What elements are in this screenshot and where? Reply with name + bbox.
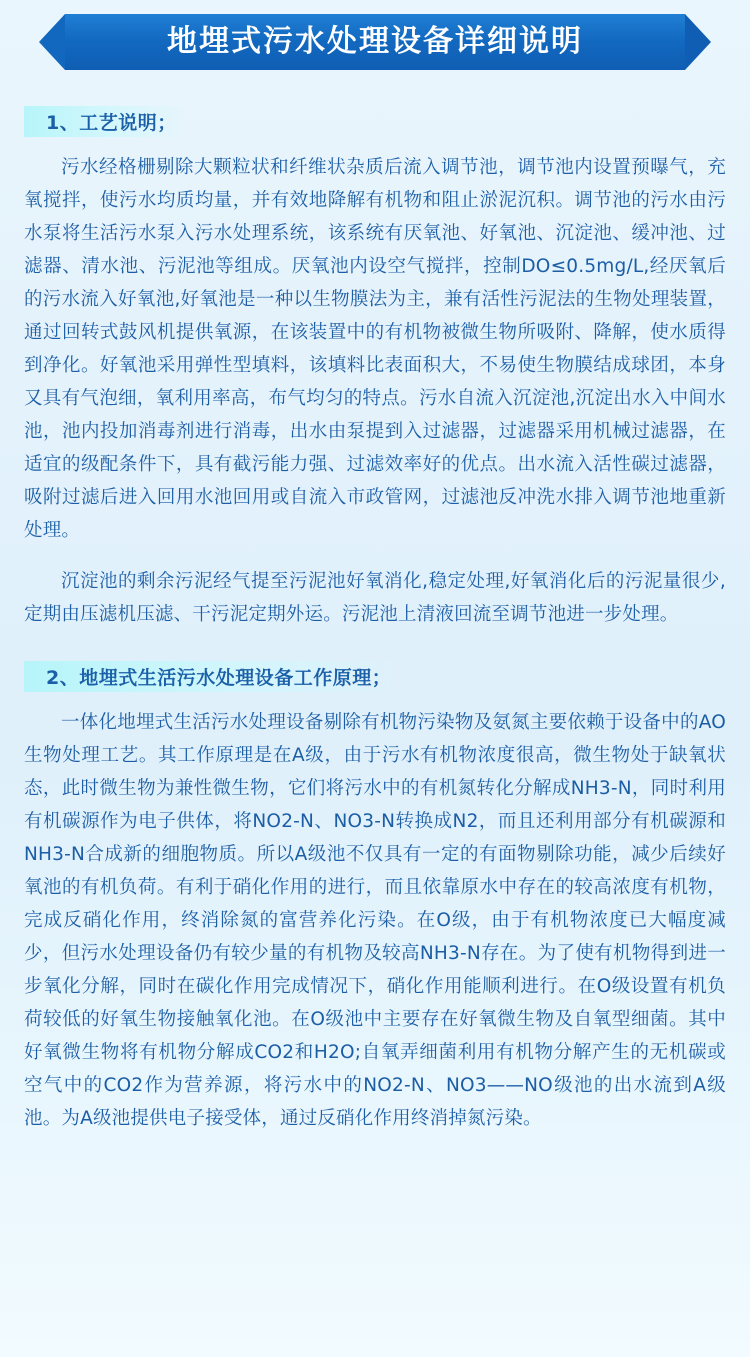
paragraph-2-1: 一体化地埋式生活污水处理设备剔除有机物污染物及氨氮主要依赖于设备中的AO生物处理工艺。其工作原理是在A级，由于污水有机物浓度很高，微生物处于缺氧状态，此时微生物为兼性微生物，它们将污水中的有机氮转化分解成NH3-N，同时利用有机碳源作为电子供体，将NO2-N、NO3-N转换成N2，而且还利用部分有机碳源和NH3-N合成新的细胞物质。所以A级池不仅具有一定的有面物剔除功能，减少后续好氧池的有机负荷。有利于硝化作用的进行，而且依靠原水中存在的较高浓度有机物，完成反硝化作用，终消除氮的富营养化污染。在O级，由于有机物浓度已大幅度减少，但污水处理设备仍有较少量的有机物及较高NH3-N存在。为了使有机物得到进一步氧化分解，同时在碳化作用完成情况下，硝化作用能顺利进行。在O级设置有机负荷较低的好氧生物接触氧化池。在O级池中主要存在好氧微生物及自氧型细菌。其中好氧微生物将有机物分解成CO2和H2O;自氧弄细菌利用有机物分解产生的无机碳或空气中的CO2作为营养源，将污水中的NO2-N、NO3——NO级池的出水流到A级池。为A级池提供电子接受体，通过反硝化作用终消掉氮污染。 [24, 712, 726, 1129]
section-heading-1: 1、工艺说明； [24, 106, 187, 137]
paragraph-1-2: 沉淀池的剩余污泥经气提至污泥池好氧消化,稳定处理,好氧消化后的污泥量很少,定期由压滤机压滤、干污泥定期外运。污泥池上清液回流至调节池进一步处理。 [24, 571, 726, 625]
section-heading-2: 2、地埋式生活污水处理设备工作原理； [24, 661, 401, 692]
section-process-description [24, 106, 726, 631]
document-content [0, 70, 750, 1135]
header-banner-wrap [0, 0, 750, 70]
paragraph-1-1: 污水经格栅剔除大颗粒状和纤维状杂质后流入调节池，调节池内设置预曝气，充氧搅拌，使污水均质均量，并有效地降解有机物和阻止淤泥沉积。调节池的污水由污水泵将生活污水泵入污水处理系统，该系统有厌氧池、好氧池、沉淀池、缓冲池、过滤器、清水池、污泥池等组成。厌氧池内设空气搅拌，控制DO≤0.5mg/L,经厌氧后的污水流入好氧池,好氧池是一种以生物膜法为主，兼有活性污泥法的生物处理装置，通过回转式鼓风机提供氧源，在该装置中的有机物被微生物所吸附、降解，使水质得到净化。好氧池采用弹性型填料，该填料比表面积大，不易使生物膜结成球团，本身又具有气泡细，氧利用率高，布气均匀的特点。污水自流入沉淀池,沉淀出水入中间水池，池内投加消毒剂进行消毒，出水由泵提到入过滤器，过滤器采用机械过滤器，在适宜的级配条件下，具有截污能力强、过滤效率好的优点。出水流入活性碳过滤器，吸附过滤后进入回用水池回用或自流入市政管网，过滤池反冲洗水排入调节池地重新处理。 [24, 157, 726, 541]
page-title: 地埋式污水处理设备详细说明 [167, 24, 583, 59]
section-working-principle [24, 631, 726, 1135]
header-banner [65, 14, 685, 70]
